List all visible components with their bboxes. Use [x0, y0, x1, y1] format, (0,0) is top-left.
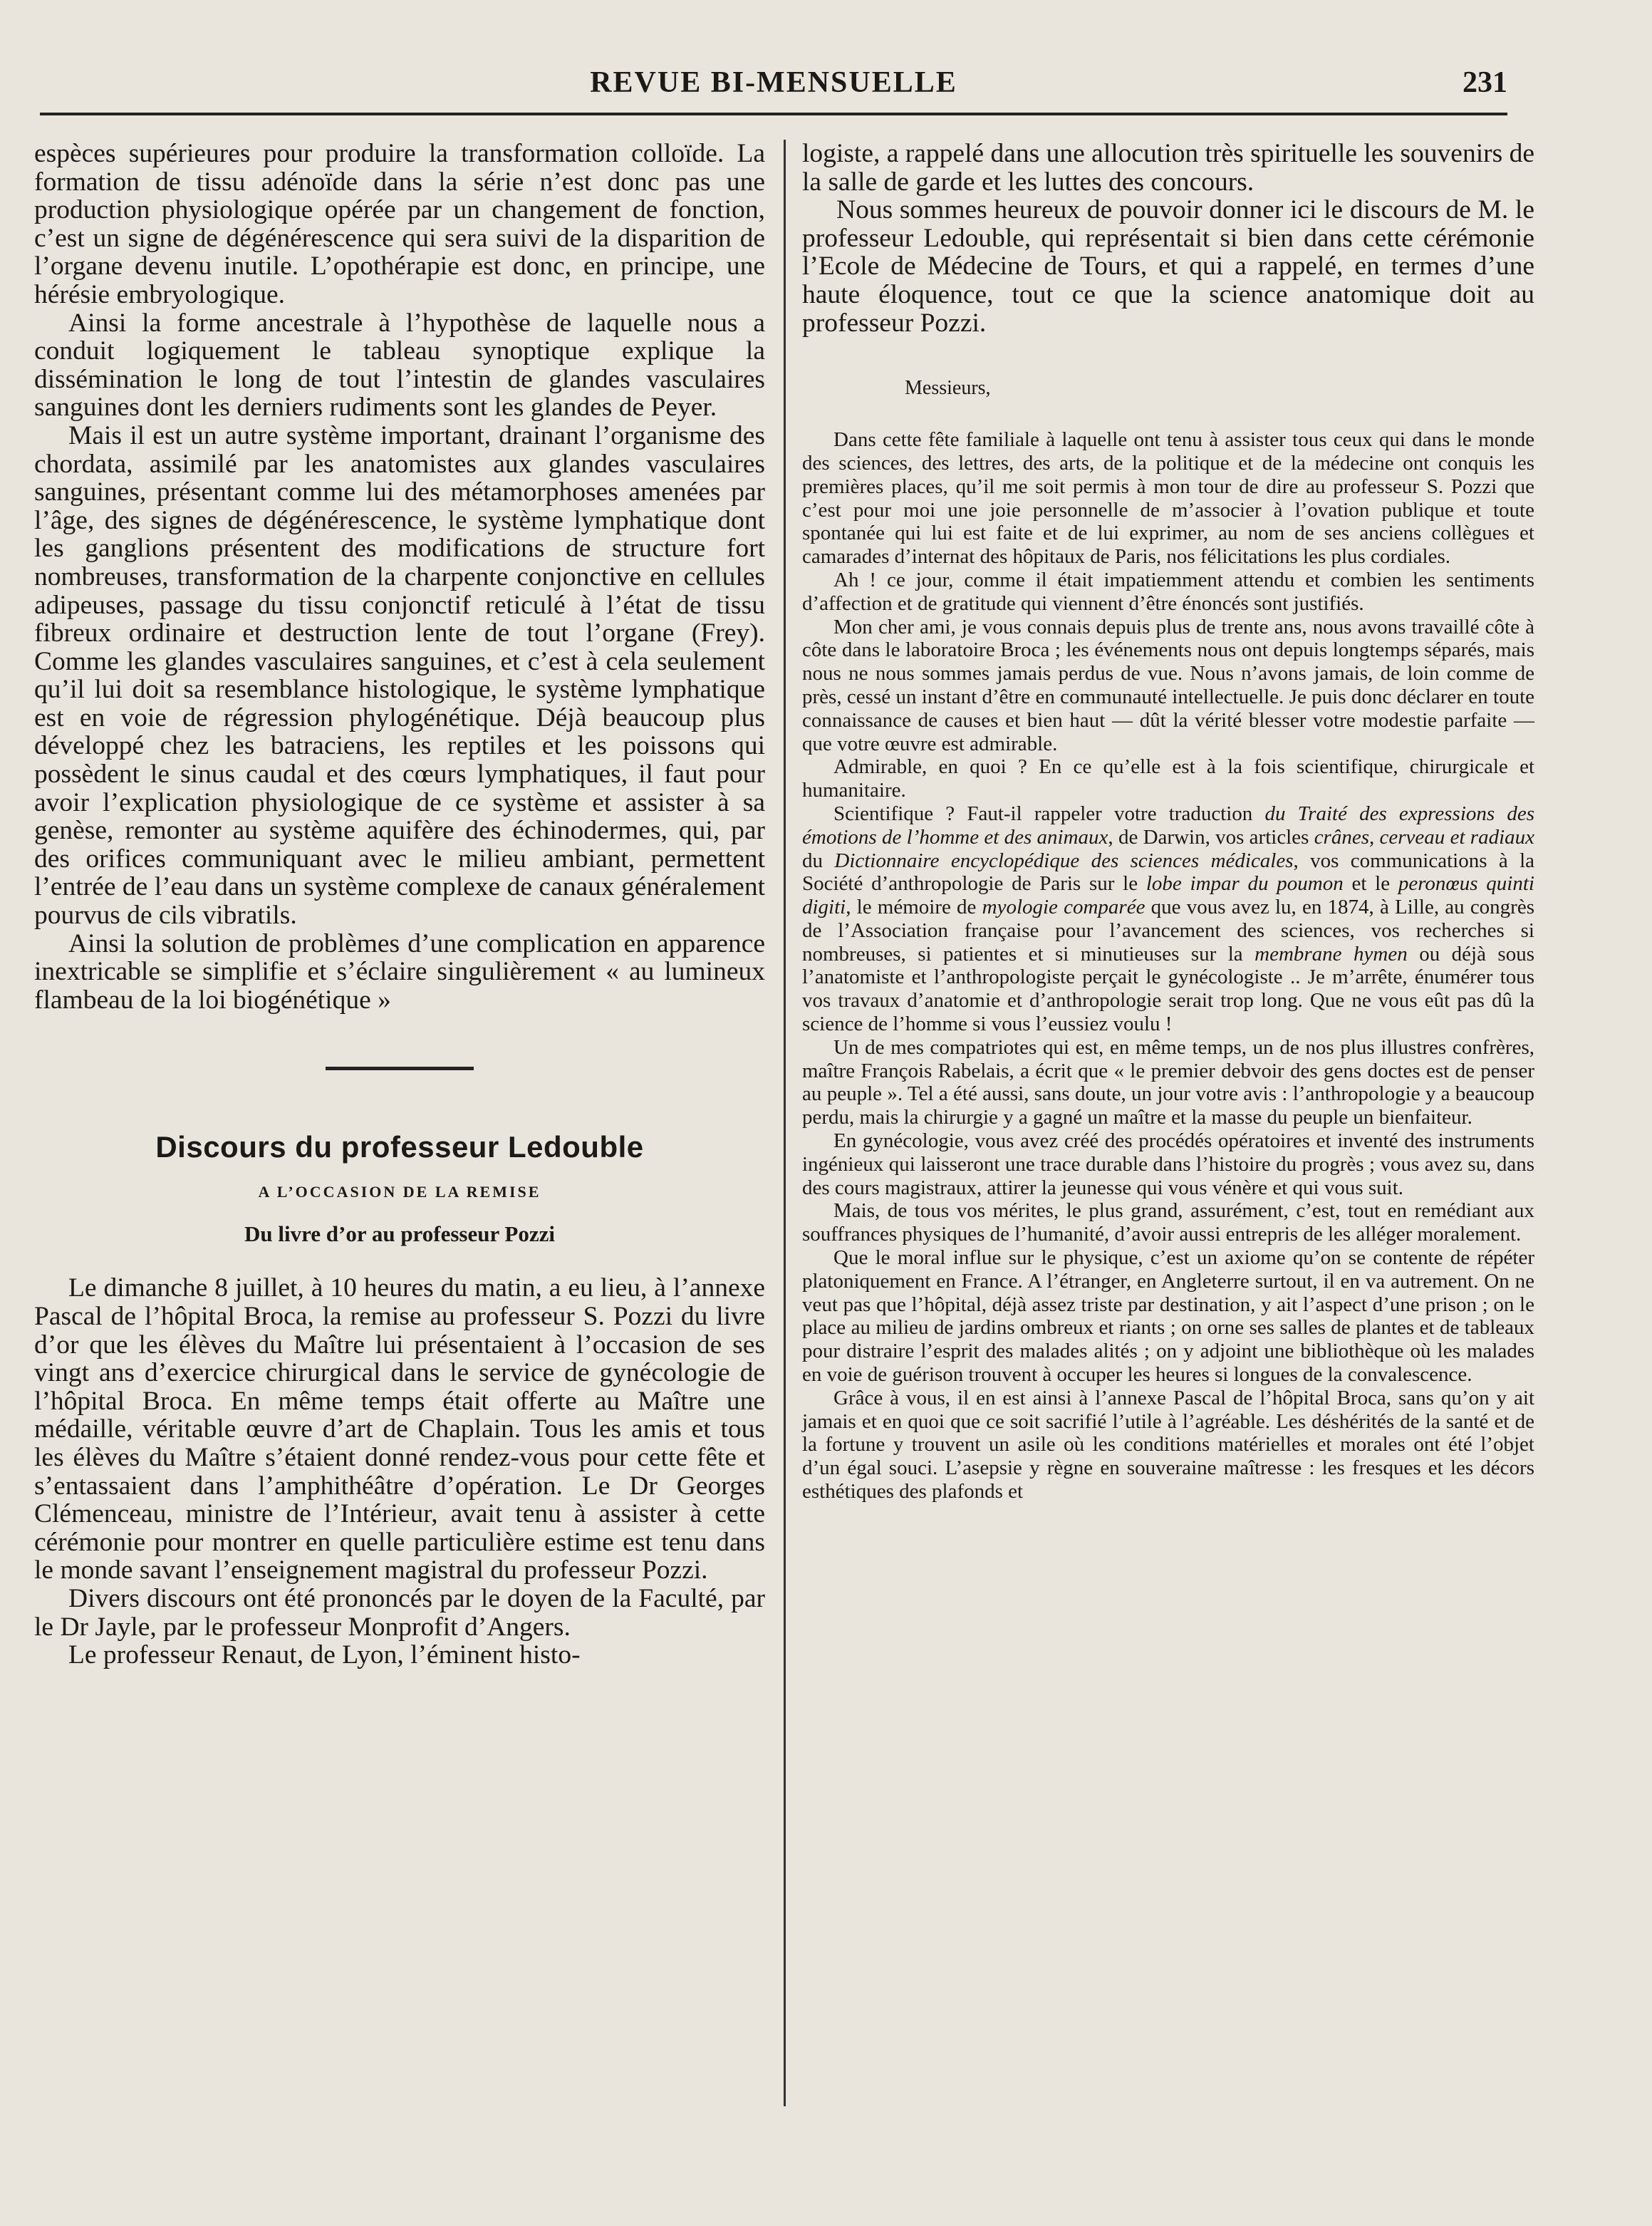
text-run: , de Darwin, vos articles: [1108, 825, 1314, 849]
text-run: , le mémoire de: [846, 896, 982, 919]
italic-title: crânes, cerveau et radiaux: [1314, 825, 1535, 849]
speech-paragraph: Un de mes compatriotes qui est, en même temps, un de nos plus illustres confrères, maître François Rabelais, a écrit que « le premier debvoir des gens doctes est de penser au peuple ». Tel a été aussi, sans doute, un jour votre avis : l’anthropologie y a beaucoup perdu, mais la chirurgie y a gagné un maître et la masse du peuple un bienfaiteur.: [802, 1035, 1534, 1129]
speech-paragraph-scientific: [802, 802, 1534, 1036]
article-subtitle: Du livre d’or au professeur Pozzi: [244, 1221, 555, 1247]
italic-title: peronœus quinti digiti: [802, 872, 1534, 919]
speech-paragraph: Ah ! ce jour, comme il était impatiemment attendu et combien les sentiments d’affection et de gratitude qui viennent d’être énoncés sont justifiés.: [802, 568, 1534, 615]
text-run: ou déjà sous l’anatomiste et l’anthropologiste perçait le gynécologiste .. Je m’arrête, énumérer tous vos travaux d’anatomie et d’anthropologie serait trop long. Que ne vous eût pas dû la science de l’homme si vous l’eussiez voulu !: [802, 942, 1534, 1036]
paragraph: Ainsi la forme ancestrale à l’hypothèse de laquelle nous a conduit logiquement le tableau synoptique explique la dissémination le long de tout l’intestin de glandes vasculaires sanguines dont les derniers rudiments sont les glandes de Peyer.: [34, 308, 765, 423]
italic-title: myologie comparée: [982, 896, 1146, 919]
italic-title: membrane hymen: [1254, 942, 1408, 966]
paragraph-continued: logiste, a rappelé dans une allocution très spirituelle les souvenirs de la salle de garde et les luttes des concours.: [802, 139, 1534, 197]
text-run: et le: [1343, 872, 1398, 896]
article-paragraph: Le dimanche 8 juillet, à 10 heures du matin, a eu lieu, à l’annexe Pascal de l’hôpital Broca, la remise au professeur S. Pozzi du livre d’or que les élèves du Maître lui présentaient à l’occasion de ses vingt ans d’exercice chirurgical dans le service de gynécologie de l’hôpital Broca. En même temps était offerte au Maître une médaille, véritable œuvre d’art de Chaplain. Tous les amis et tous les élèves du Maître s’étaient donné rendez-vous pour cette fête et s’entassaient dans l’amphithéâtre d’opération. Le Dr Georges Clémenceau, ministre de l’Intérieur, avait tenu à assister à cette cérémonie pour montrer en quelle particulière estime est tenu dans le monde savant l’enseignement magistral du professeur Pozzi.: [34, 1273, 765, 1585]
article-title: Discours du professeur Ledouble: [155, 1130, 644, 1164]
text-run: Scientifique ? Faut-il rappeler votre traduction: [833, 802, 1265, 825]
header-rule: [40, 113, 1507, 115]
left-column: [34, 140, 765, 1670]
article-subtitle-line: A L’OCCASION DE LA REMISE: [258, 1183, 541, 1201]
paragraph: Mais il est un autre système important, drainant l’organisme des chordata, assimilé par les anatomistes aux glandes vasculaires sanguines, présentant comme lui des métamorphoses amenées par l’âge, des signes de dégénérescence, le système lymphatique dont les ganglions présentent des modifications de structure fort nombreuses, transformation de la charpente conjonctive en cellules adipeuses, passage du tissu conjonctif reticulé à l’état de tissu fibreux ordinaire et destruction lente de tout l’organe (Frey). Comme les glandes vasculaires sanguines, et c’est à cela seulement qu’il lui doit sa resemblance histologique, le système lymphatique est en voie de régression phylogénétique. Déjà beaucoup plus développé chez les batraciens, les reptiles et les poissons qui possèdent le sinus caudal et des cœurs lymphatiques, il faut pour avoir l’explication physiologique de ce système et assister à sa genèse, remonter au système aquifère des échinodermes, qui, par des orifices communiquant avec le milieu ambiant, permettent l’entrée de l’eau dans un système complexe de canaux généralement pourvus de cils vibratils.: [34, 420, 765, 931]
page-number: 231: [1463, 66, 1507, 99]
speech-paragraph: Grâce à vous, il en est ainsi à l’annexe Pascal de l’hôpital Broca, sans qu’on y ait jamais et en quoi que ce soit sacrifié l’utile à l’agréable. Les déshérités de la santé et de la fortune y trouvent un asile où les conditions matérielles et morales ont été l’objet d’un égal souci. L’asepsie y règne en souveraine maîtresse : les fresques et les décors esthétiques des plafonds et: [802, 1386, 1534, 1503]
article-paragraph: Le professeur Renaut, de Lyon, l’éminent histo-: [68, 1640, 581, 1670]
right-column: [802, 140, 1534, 1503]
italic-title: du Traité des expressions des émotions de l’homme et des animaux: [802, 802, 1534, 849]
column-divider: [784, 140, 786, 2106]
paragraph-continued: espèces supérieures pour produire la transformation colloïde. La formation de tissu adénoïde dans la série n’est donc pas une production physiologique opérée par un changement de fonction, c’est un signe de dégénérescence qui sera suivi de la disparition de l’organe devenu inutile. L’opothérapie est donc, en principe, une hérésie embryologique.: [34, 139, 765, 309]
speech-paragraph: Dans cette fête familiale à laquelle ont tenu à assister tous ceux qui dans le monde des sciences, des lettres, des arts, de la politique et de la médecine ont conquis les premières places, qu’il me soit permis à mon tour de dire au professeur S. Pozzi que c’est pour moi une joie personnelle de m’associer à l’ovation publique et toute spontanée qui lui est faite et de lui exprimer, au nom de ses anciens collègues et camarades d’internat des hôpitaux de Paris, nos félicitations les plus cordiales.: [802, 428, 1534, 569]
speech-paragraph: En gynécologie, vous avez créé des procédés opératoires et inventé des instruments ingénieux qui laisseront une trace durable dans l’histoire du progrès ; vous avez su, dans des cours magistraux, attirer la jeunesse qui vous vénère et qui vous suit.: [802, 1129, 1534, 1199]
speech-paragraph: Mon cher ami, je vous connais depuis plus de trente ans, nous avons travaillé côte à côte dans le laboratoire Broca ; les événements nous ont depuis longtemps séparés, mais nous ne nous sommes jamais perdus de vue. Nous n’avons jamais, de loin comme de près, cessé un instant d’être en communauté intellectuelle. Je puis donc déclarer en toute connaissance de causes et bien haut — dût la vérité blesser votre modestie parfaite — que votre œuvre est admirable.: [802, 615, 1534, 755]
speech-paragraph: Admirable, en quoi ? En ce qu’elle est à la fois scientifique, chirurgicale et humanitaire.: [802, 755, 1534, 802]
speech-salutation: Messieurs,: [905, 377, 991, 400]
italic-title: Dictionnaire encyclopédique des sciences médicales: [834, 849, 1294, 872]
article-paragraph: Divers discours ont été prononcés par le doyen de la Faculté, par le Dr Jayle, par le professeur Monprofit d’Angers.: [34, 1583, 765, 1642]
paragraph: Ainsi la solution de problèmes d’une complication en apparence inextricable se simplifie et s’éclaire singulièrement « au lumineux flambeau de la loi biogénétique »: [34, 928, 765, 1015]
section-separator-rule: [326, 1067, 474, 1070]
text-run: , vos communications à la Société d’anthropologie de Paris sur le: [802, 849, 1535, 896]
speech-paragraph: Que le moral influe sur le physique, c’est un axiome qu’on se contente de répéter platoniquement en France. A l’étranger, en Angleterre surtout, il en va autrement. On ne veut pas que l’hôpital, déjà assez triste par destination, y ait l’aspect d’une prison ; on le place au milieu de jardins ombreux et riants ; on orne ses salles de plantes et de tableaux pour distraire l’esprit des malades alités ; on y adjoint une bibliothèque où les malades en voie de guérison trouvent à occuper les heures si longues de la convalescence.: [802, 1246, 1534, 1387]
paragraph: Nous sommes heureux de pouvoir donner ici le discours de M. le professeur Ledouble, qui représentait si bien dans cette cérémonie l’Ecole de Médecine de Tours, et qui a rappelé, en termes d’une haute éloquence, tout ce que la science anatomique doit au professeur Pozzi.: [802, 195, 1534, 338]
italic-title: lobe impar du poumon: [1146, 872, 1344, 896]
text-run: du: [802, 849, 835, 872]
speech-paragraph: Mais, de tous vos mérites, le plus grand, assurément, c’est, tout en remédiant aux souffrances physiques de l’humanité, d’avoir aussi entrepris de les alléger moralement.: [802, 1199, 1534, 1246]
running-header: [40, 63, 1507, 103]
running-title: REVUE BI-MENSUELLE: [590, 66, 957, 99]
text-run: que vous avez lu, en 1874, à Lille, au congrès de l’Association française pour l’avancement des sciences, vos recherches si nombreuses, si patientes et si minutieuses sur la: [802, 896, 1535, 966]
